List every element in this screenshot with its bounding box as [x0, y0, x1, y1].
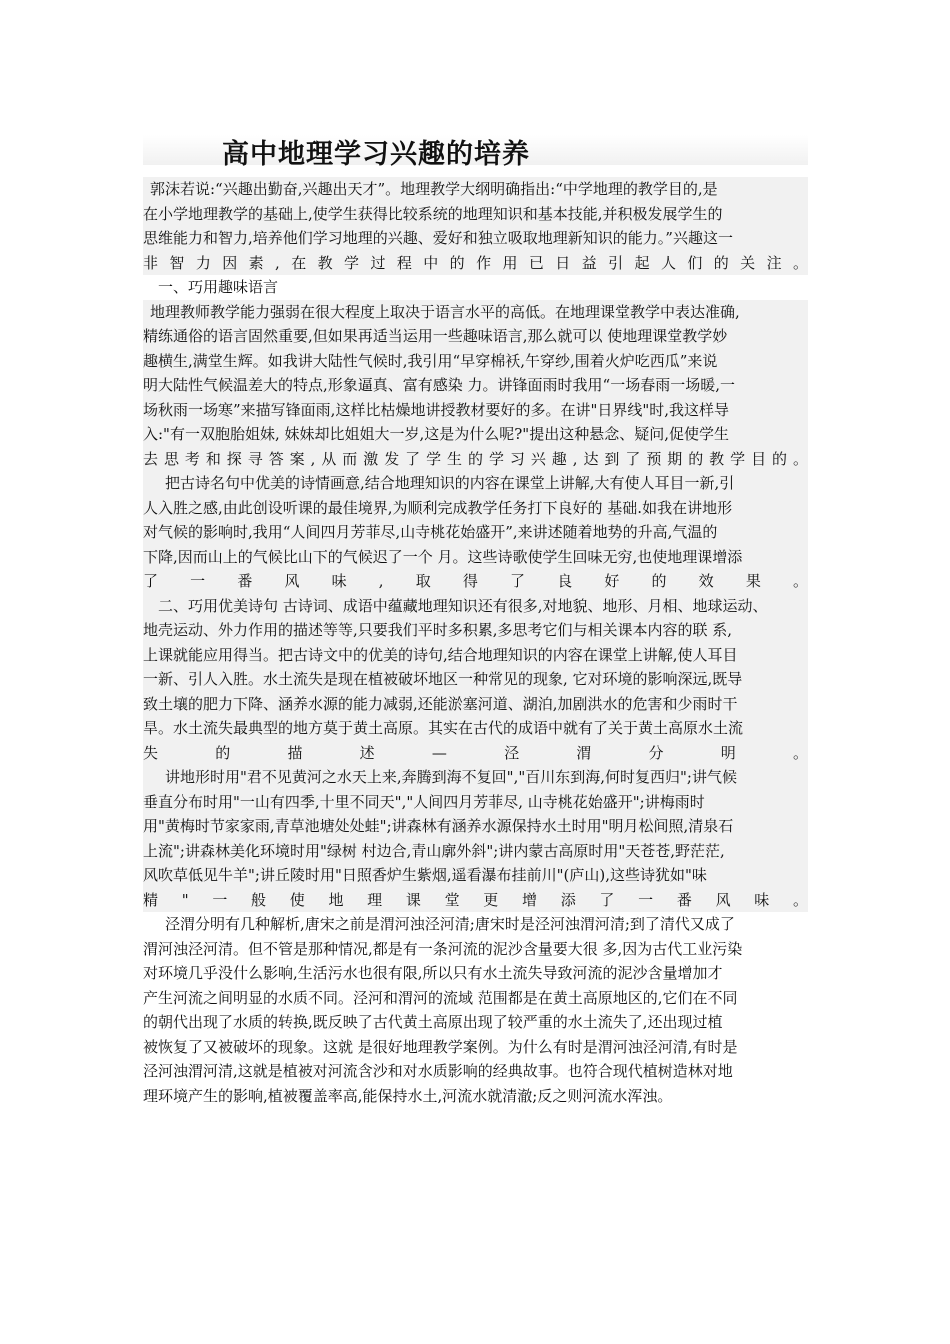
text-line: 失的描述—泾渭分明。 — [143, 741, 808, 766]
text-line: 二、巧用优美诗句 古诗词、成语中蕴藏地理知识还有很多,对地貌、地形、月相、地球运动、 — [143, 594, 808, 619]
text-line: 下降,因而山上的气候比山下的气候迟了一个 月。这些诗歌使学生回味无穷,也使地理课增添 — [143, 545, 808, 570]
section-heading: 一、巧用趣味语言 — [158, 278, 279, 296]
text-line: 精练通俗的语言固然重要,但如果再适当运用一些趣味语言,那么就可以 使地理课堂教学妙 — [143, 324, 808, 349]
text-line: 的朝代出现了水质的转换,既反映了古代黄土高原出现了较严重的水土流失了,还出现过植 — [143, 1013, 723, 1031]
text-line: 精"一般使地理课堂更增添了一番风味。 — [143, 888, 808, 913]
text-line: 一新、引人入胜。水土流失是现在植被破坏地区一种常见的现象, 它对环境的影响深远,既导 — [143, 667, 808, 692]
text-line: 渭河浊泾河清。但不管是那种情况,都是有一条河流的泥沙含量要大很 多,因为古代工业污染 — [143, 939, 743, 958]
text-line: 风吹草低见牛羊";讲丘陵时用"日照香炉生紫烟,遥看瀑布挂前川"(庐山),这些诗犹如"味 — [143, 863, 808, 888]
text-line: 致土壤的肥力下降、涵养水源的能力减弱,还能淤塞河道、湖泊,加剧洪水的危害和少雨时干 — [143, 692, 808, 717]
text-line: 地理教师教学能力强弱在很大程度上取决于语言水平的高低。在地理课堂教学中表达准确, — [143, 300, 808, 325]
text-line: 人入胜之感,由此创设听课的最佳境界,为顺利完成教学任务打下良好的 基础.如我在讲地形 — [143, 496, 808, 521]
text-line: 用"黄梅时节家家雨,青草池塘处处蛙";讲森林有涵养水源保持水土时用"明月松间照,清泉石 — [143, 814, 808, 839]
text-line: 对环境几乎没什么影响,生活污水也很有限,所以只有水土流失导致河流的泥沙含量增加才 — [143, 964, 723, 982]
text-line: 泾渭分明有几种解析,唐宋之前是渭河浊泾河清;唐宋时是泾河浊渭河清;到了清代又成了 — [165, 915, 735, 933]
text-line: 地壳运动、外力作用的描述等等,只要我们平时多积累,多思考它们与相关课本内容的联 系, — [143, 618, 808, 643]
text-line: 去思考和探寻答案,从而激发了学生的学习兴趣,达到了预期的教学目的。 — [143, 447, 808, 472]
text-line: 上流";讲森林美化环境时用"绿树 村边合,青山廓外斜";讲内蒙古高原时用"天苍苍,野茫茫, — [143, 839, 808, 864]
text-line: 泾河浊渭河清,这就是植被对河流含沙和对水质影响的经典故事。也符合现代植树造林对地 — [143, 1062, 733, 1080]
article-body — [143, 177, 808, 1108]
text-line: 垂直分布时用"一山有四季,十里不同天","人间四月芳菲尽, 山寺桃花始盛开";讲梅雨时 — [143, 790, 808, 815]
text-line: 理环境产生的影响,植被覆盖率高,能保持水土,河流水就清澈;反之则河流水浑浊。 — [143, 1086, 673, 1105]
text-line: 讲地形时用"君不见黄河之水天上来,奔腾到海不复回","百川东到海,何时复西归";讲气候 — [143, 765, 808, 790]
text-line: 了一番风味,取得了良好的效果。 — [143, 569, 808, 594]
text-line: 场秋雨一场寒”来描写锋面雨,这样比枯燥地讲授教材要好的多。在讲"日界线"时,我这样导 — [143, 398, 808, 423]
text-line: 在小学地理教学的基础上,使学生获得比较系统的地理知识和基本技能,并积极发展学生的 — [143, 202, 808, 227]
text-line: 被恢复了又被破坏的现象。这就 是很好地理教学案例。为什么有时是渭河浊泾河清,有时是 — [143, 1037, 738, 1056]
text-line: 旱。水土流失最典型的地方莫于黄土高原。其实在古代的成语中就有了关于黄土高原水土流 — [143, 716, 808, 741]
text-line: 产生河流之间明显的水质不同。泾河和渭河的流域 范围都是在黄土高原地区的,它们在不同 — [143, 988, 738, 1007]
text-line: 入:"有一双胞胎姐妹, 妹妹却比姐姐大一岁,这是为什么呢?"提出这种悬念、疑问,促使学生 — [143, 422, 808, 447]
text-line: 郭沫若说:“兴趣出勤奋,兴趣出天才”。地理教学大纲明确指出:“中学地理的教学目的,是 — [143, 177, 808, 202]
page-title: 高中地理学习兴趣的培养 — [222, 139, 530, 170]
text-line: 思维能力和智力,培养他们学习地理的兴趣、爱好和独立吸取地理新知识的能力。”兴趣这一 — [143, 226, 808, 251]
text-line: 上课就能应用得当。把古诗文中的优美的诗句,结合地理知识的内容在课堂上讲解,使人耳目 — [143, 643, 808, 668]
text-line: 对气候的影响时,我用“人间四月芳菲尽,山寺桃花始盛开”,来讲述随着地势的升高,气温的 — [143, 520, 808, 545]
text-line: 趣横生,满堂生辉。如我讲大陆性气候时,我引用“早穿棉袄,午穿纱,围着火炉吃西瓜”来说 — [143, 349, 808, 374]
text-line: 明大陆性气候温差大的特点,形象逼真、富有感染 力。讲锋面雨时我用“一场春雨一场暖,一 — [143, 373, 808, 398]
text-line: 非智力因素,在教学过程中的作用已日益引起人们的关注。 — [143, 251, 808, 276]
text-line: 把古诗名句中优美的诗情画意,结合地理知识的内容在课堂上讲解,大有使人耳目一新,引 — [143, 471, 808, 496]
